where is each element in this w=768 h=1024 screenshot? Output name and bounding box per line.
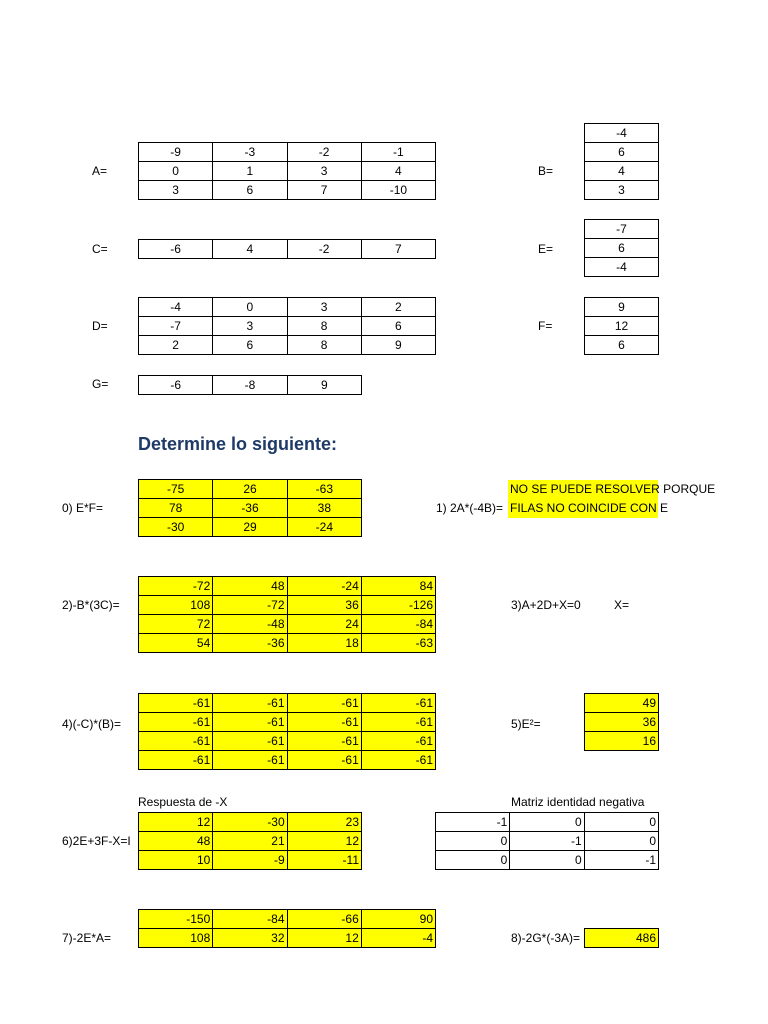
matrix-cell[interactable]: -9 [213,851,287,870]
matrix-cell[interactable]: 29 [213,518,287,537]
matrix-cell[interactable]: -61 [361,694,435,713]
matrix-row [139,577,436,596]
matrix-row [139,929,436,948]
matrix-cell[interactable]: 108 [139,929,213,948]
question-5-label: 5)E²= [511,717,541,731]
matrix-cell[interactable]: 9 [361,336,435,355]
matrix-row [139,336,436,355]
matrix-cell[interactable]: -4 [139,298,213,317]
matrix-cell[interactable]: -10 [361,181,435,200]
label-g: G= [92,377,109,391]
matrix-cell[interactable]: -63 [287,480,361,499]
matrix-cell[interactable]: 24 [287,615,361,634]
matrix-cell[interactable]: -3 [213,143,287,162]
matrix-cell[interactable]: 7 [287,181,361,200]
matrix-row [139,832,362,851]
matrix-cell[interactable]: 84 [361,577,435,596]
matrix-g [138,375,362,395]
question-0-label: 0) E*F= [62,501,104,515]
matrix-cell[interactable]: -66 [287,910,361,929]
matrix-row [139,162,436,181]
matrix-cell[interactable]: 26 [213,480,287,499]
matrix-row [436,813,659,832]
matrix-cell[interactable]: 8 [287,336,361,355]
question-6-label: 6)2E+3F-X=I [62,834,131,848]
matrix-cell[interactable]: 38 [287,499,361,518]
matrix-cell[interactable]: -61 [361,751,435,770]
question-7-label: 7)-2E*A= [62,931,112,945]
matrix-cell[interactable]: 10 [139,851,213,870]
matrix-cell[interactable]: 54 [139,634,213,653]
matrix-cell[interactable]: -30 [139,518,213,537]
matrix-row [585,220,659,239]
question-8-label: 8)-2G*(-3A)= [511,931,581,945]
note-line-1: NO SE PUEDE RESOLVER PORQUE [508,480,658,499]
respuesta-x-label: Respuesta de -X [138,795,228,809]
result-4-matrix [138,693,436,770]
matrix-cell[interactable]: -63 [361,634,435,653]
matrix-cell[interactable]: -75 [139,480,213,499]
matrix-cell[interactable]: -61 [139,694,213,713]
matrix-row [585,732,659,751]
matrix-cell[interactable]: -61 [361,713,435,732]
matrix-cell[interactable]: 0 [213,298,287,317]
matrix-cell[interactable]: -126 [361,596,435,615]
matrix-cell[interactable]: -6 [139,376,213,395]
matrix-row [436,851,659,870]
matrix-cell[interactable]: 0 [436,851,510,870]
matrix-cell[interactable]: -4 [361,929,435,948]
matrix-row [139,910,436,929]
matrix-row [139,240,436,259]
note-line-2: FILAS NO COINCIDE CON E [508,499,658,518]
matrix-row [139,518,362,537]
matrix-cell[interactable]: 12 [287,929,361,948]
matrix-cell[interactable]: 12 [139,813,213,832]
section-title: Determine lo siguiente: [138,434,338,454]
matrix-cell[interactable]: -36 [213,634,287,653]
question-1-label: 1) 2A*(-4B)= [436,501,504,515]
matrix-e [584,219,659,277]
matrix-row [139,143,436,162]
matrix-cell[interactable]: -48 [213,615,287,634]
matrix-row [139,376,362,395]
matrix-cell[interactable]: 6 [213,181,287,200]
matrix-cell[interactable]: 0 [584,832,658,851]
matrix-cell[interactable]: 3 [213,317,287,336]
matrix-cell[interactable]: 4 [585,162,659,181]
matrix-cell[interactable]: -61 [139,732,213,751]
matrix-cell[interactable]: 6 [585,143,659,162]
matrix-cell[interactable]: 32 [213,929,287,948]
matrix-cell[interactable]: -84 [213,910,287,929]
matrix-cell[interactable]: -1 [361,143,435,162]
label-b: B= [538,164,554,178]
matrix-cell[interactable]: 36 [585,713,659,732]
matrix-cell[interactable]: -61 [287,732,361,751]
matrix-row [585,181,659,200]
matrix-cell[interactable]: -9 [139,143,213,162]
matrix-cell[interactable]: -1 [584,851,658,870]
matrix-cell[interactable]: 3 [287,298,361,317]
matrix-cell[interactable]: -24 [287,518,361,537]
matrix-row [585,162,659,181]
matrix-cell[interactable]: 12 [287,832,361,851]
matrix-cell[interactable]: -72 [139,577,213,596]
matrix-cell[interactable]: 4 [213,240,287,259]
matrix-cell[interactable]: -61 [213,713,287,732]
question-3-x-label: X= [614,598,630,612]
result-0-matrix [138,479,362,537]
matrix-cell[interactable]: 0 [584,813,658,832]
matrix-cell[interactable]: -61 [287,751,361,770]
result-7-matrix [138,909,436,948]
matrix-cell[interactable]: 48 [213,577,287,596]
result-5-matrix [584,693,659,751]
matrix-cell[interactable]: -4 [585,258,659,277]
matrix-cell[interactable]: -61 [139,751,213,770]
matrix-cell[interactable]: 1 [213,162,287,181]
matrix-row [139,480,362,499]
matrix-row [585,124,659,143]
matrix-cell[interactable]: 2 [361,298,435,317]
label-a: A= [92,164,108,178]
identity-matrix [435,812,659,870]
matrix-cell[interactable]: -6 [139,240,213,259]
matrix-cell[interactable]: 6 [361,317,435,336]
matrix-row [139,499,362,518]
matrix-cell[interactable]: -72 [213,596,287,615]
matrix-cell[interactable]: -11 [287,851,361,870]
matrix-row [139,851,362,870]
matrix-cell[interactable]: -4 [585,124,659,143]
question-3-label: 3)A+2D+X=0 [511,598,581,612]
matrix-cell[interactable]: -1 [436,813,510,832]
label-e: E= [538,242,554,256]
matrix-cell[interactable]: 78 [139,499,213,518]
matrix-cell[interactable]: 486 [585,929,659,948]
matrix-cell[interactable]: 108 [139,596,213,615]
identidad-label: Matriz identidad negativa [511,795,645,809]
matrix-cell[interactable]: 3 [139,181,213,200]
matrix-row [139,298,436,317]
matrix-cell[interactable]: 4 [361,162,435,181]
matrix-cell[interactable]: 16 [585,732,659,751]
matrix-cell[interactable]: -1 [510,832,584,851]
matrix-cell[interactable]: -84 [361,615,435,634]
matrix-row [139,634,436,653]
matrix-row [139,732,436,751]
matrix-cell[interactable]: -2 [287,143,361,162]
matrix-cell[interactable]: 48 [139,832,213,851]
matrix-cell[interactable]: 0 [510,851,584,870]
matrix-cell[interactable]: -150 [139,910,213,929]
matrix-row [585,317,659,336]
matrix-cell[interactable]: -61 [213,694,287,713]
matrix-a [138,142,436,200]
matrix-cell[interactable]: 6 [585,336,659,355]
matrix-cell[interactable]: 9 [287,376,361,395]
matrix-cell[interactable]: 12 [585,317,659,336]
matrix-cell[interactable]: -61 [213,751,287,770]
question-4-label: 4)(-C)*(B)= [62,717,121,731]
matrix-cell[interactable]: -7 [139,317,213,336]
matrix-cell[interactable]: -2 [287,240,361,259]
matrix-cell[interactable]: 7 [361,240,435,259]
matrix-cell[interactable]: -7 [585,220,659,239]
matrix-cell[interactable]: 0 [436,832,510,851]
matrix-cell[interactable]: -61 [139,713,213,732]
label-f: F= [538,319,553,333]
matrix-row [139,694,436,713]
matrix-cell[interactable]: 6 [585,239,659,258]
matrix-cell[interactable]: -61 [287,694,361,713]
matrix-cell[interactable]: 23 [287,813,361,832]
matrix-row [585,239,659,258]
matrix-row [585,298,659,317]
matrix-cell[interactable]: 6 [213,336,287,355]
matrix-row [139,181,436,200]
label-c: C= [92,242,108,256]
label-d: D= [92,319,108,333]
matrix-cell[interactable]: -61 [287,713,361,732]
matrix-cell[interactable]: 21 [213,832,287,851]
matrix-row [585,258,659,277]
matrix-cell[interactable]: 8 [287,317,361,336]
matrix-d [138,297,436,355]
matrix-cell[interactable]: 90 [361,910,435,929]
matrix-cell[interactable]: 9 [585,298,659,317]
matrix-cell[interactable]: 0 [139,162,213,181]
matrix-cell[interactable]: 0 [510,813,584,832]
matrix-cell[interactable]: -8 [213,376,287,395]
matrix-row [139,713,436,732]
matrix-cell[interactable]: -24 [287,577,361,596]
matrix-cell[interactable]: 72 [139,615,213,634]
matrix-row [585,143,659,162]
result-2-matrix [138,576,436,653]
result-6-matrix [138,812,362,870]
matrix-c [138,239,436,259]
matrix-row [139,615,436,634]
question-2-label: 2)-B*(3C)= [62,598,120,612]
matrix-row [436,832,659,851]
matrix-cell[interactable]: -36 [213,499,287,518]
matrix-cell[interactable]: 18 [287,634,361,653]
matrix-cell[interactable]: -61 [213,732,287,751]
matrix-row [139,596,436,615]
matrix-row [585,713,659,732]
matrix-row [139,317,436,336]
matrix-row [585,336,659,355]
matrix-row [585,929,659,948]
matrix-cell[interactable]: 3 [287,162,361,181]
matrix-cell[interactable]: 3 [585,181,659,200]
matrix-cell[interactable]: 49 [585,694,659,713]
matrix-cell[interactable]: 2 [139,336,213,355]
result-8-matrix [584,928,659,948]
matrix-row [139,751,436,770]
matrix-cell[interactable]: 36 [287,596,361,615]
matrix-row [585,694,659,713]
matrix-b [584,123,659,200]
matrix-row [139,813,362,832]
matrix-f [584,297,659,355]
matrix-cell[interactable]: -30 [213,813,287,832]
matrix-cell[interactable]: -61 [361,732,435,751]
